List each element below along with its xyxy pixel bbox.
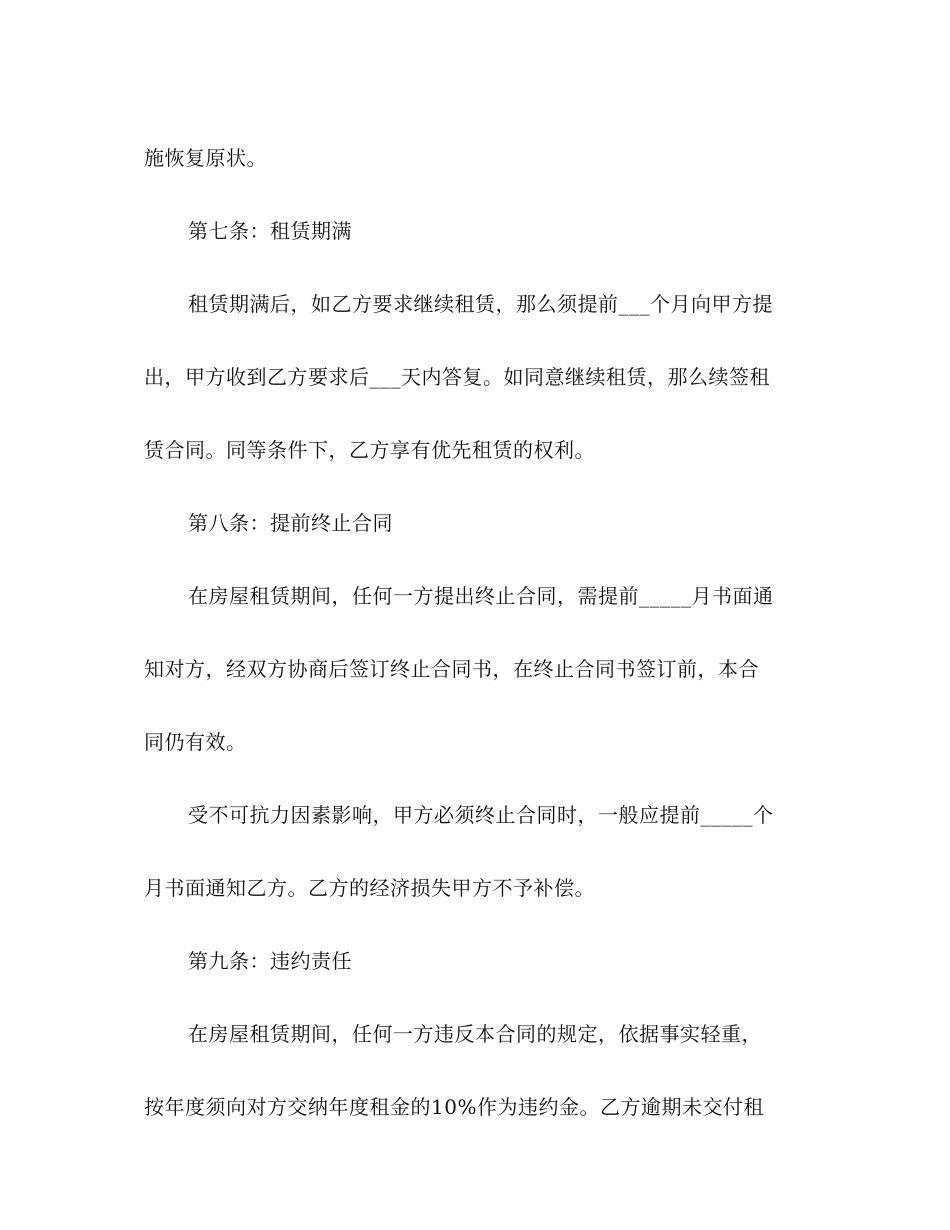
paragraph-line: 赁合同。同等条件下，乙方享有优先租赁的权利。 xyxy=(144,438,595,462)
paragraph-line: 同仍有效。 xyxy=(144,730,247,754)
paragraph-line: 施恢复原状。 xyxy=(144,146,267,170)
paragraph-line: 月书面通知乙方。乙方的经济损失甲方不予补偿。 xyxy=(144,876,595,900)
paragraph-line: 知对方，经双方协商后签订终止合同书，在终止合同书签订前，本合 xyxy=(144,657,759,681)
article-heading-7: 第七条：租赁期满 xyxy=(188,219,352,243)
paragraph-line: 按年度须向对方交纳年度租金的10%作为违约金。乙方逾期未交付租 xyxy=(144,1095,764,1119)
paragraph-line: 在房屋租赁期间，任何一方违反本合同的规定，依据事实轻重， xyxy=(188,1022,762,1046)
paragraph-line: 在房屋租赁期间，任何一方提出终止合同，需提前_____月书面通 xyxy=(188,584,774,608)
document-body xyxy=(144,122,808,1144)
paragraph-line: 租赁期满后，如乙方要求继续租赁，那么须提前___个月向甲方提 xyxy=(188,292,773,316)
paragraph-line: 受不可抗力因素影响，甲方必须终止合同时，一般应提前_____个 xyxy=(188,803,774,827)
paragraph-line: 出，甲方收到乙方要求后___天内答复。如同意继续租赁，那么续签租 xyxy=(144,365,770,389)
article-heading-9: 第九条：违约责任 xyxy=(188,949,352,973)
article-heading-8: 第八条：提前终止合同 xyxy=(188,511,393,535)
